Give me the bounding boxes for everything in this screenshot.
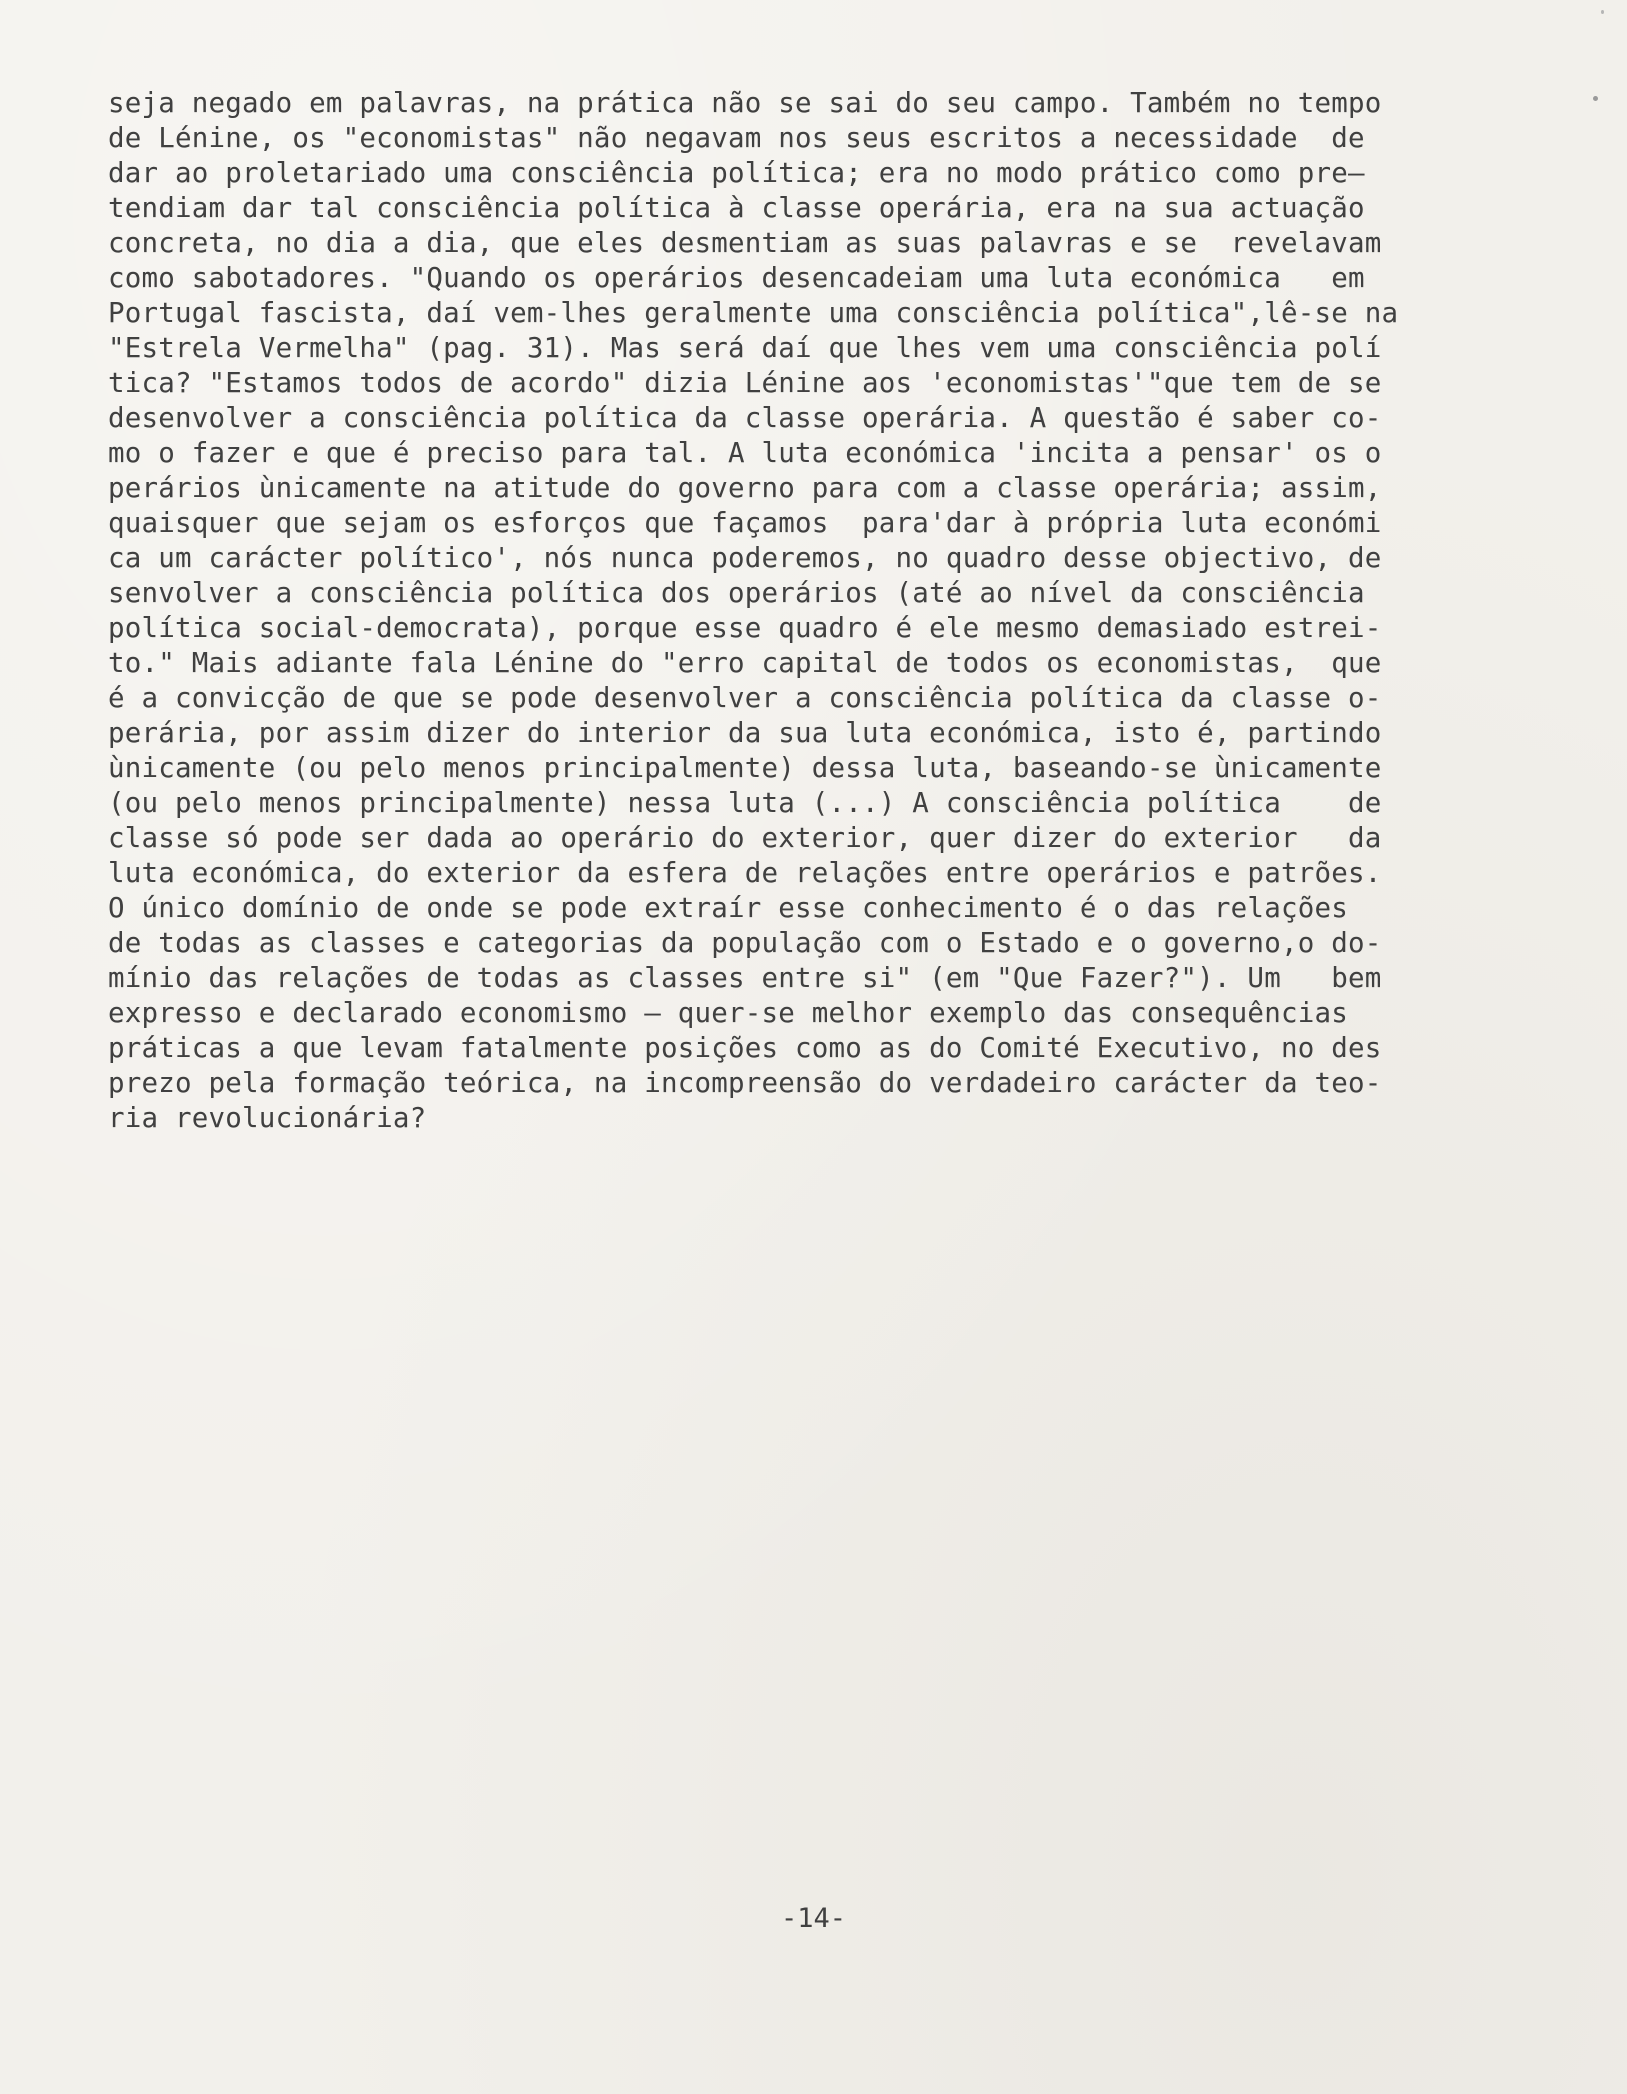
text-line: tendiam dar tal consciência política à classe operária, era na sua actuação bbox=[108, 192, 1365, 224]
text-line: ùnicamente (ou pelo menos principalmente) dessa luta, baseando-se ùnicamente bbox=[108, 752, 1382, 784]
text-line: mínio das relações de todas as classes entre si" (em "Que Fazer?"). Um bem bbox=[108, 962, 1382, 994]
text-line: tica? "Estamos todos de acordo" dizia Lénine aos 'economistas'"que tem de se bbox=[108, 367, 1382, 399]
text-line: mo o fazer e que é preciso para tal. A luta económica 'incita a pensar' os o bbox=[108, 437, 1382, 469]
text-line: de todas as classes e categorias da população com o Estado e o governo,o do- bbox=[108, 927, 1382, 959]
text-line: perária, por assim dizer do interior da sua luta económica, isto é, partindo bbox=[108, 717, 1382, 749]
text-line: luta económica, do exterior da esfera de relações entre operários e patrões. bbox=[108, 857, 1382, 889]
body-text bbox=[108, 86, 1608, 1136]
text-line: perários ùnicamente na atitude do governo para com a classe operária; assim, bbox=[108, 472, 1382, 504]
text-line: Portugal fascista, daí vem-lhes geralmente uma consciência política",lê-se na bbox=[108, 297, 1399, 329]
text-line: é a convicção de que se pode desenvolver a consciência política da classe o- bbox=[108, 682, 1382, 714]
text-line: prezo pela formação teórica, na incompreensão do verdadeiro carácter da teo- bbox=[108, 1067, 1382, 1099]
text-line: desenvolver a consciência política da classe operária. A questão é saber co- bbox=[108, 402, 1382, 434]
page-number: -14- bbox=[780, 1903, 847, 1934]
text-line: dar ao proletariado uma consciência política; era no modo prático como pre— bbox=[108, 157, 1365, 189]
text-line: política social-democrata), porque esse quadro é ele mesmo demasiado estrei- bbox=[108, 612, 1382, 644]
text-line: concreta, no dia a dia, que eles desmentiam as suas palavras e se revelavam bbox=[108, 227, 1382, 259]
text-line: seja negado em palavras, na prática não se sai do seu campo. Também no tempo bbox=[108, 87, 1382, 119]
text-line: como sabotadores. "Quando os operários desencadeiam uma luta económica em bbox=[108, 262, 1365, 294]
text-line: ca um carácter político', nós nunca poderemos, no quadro desse objectivo, de bbox=[108, 542, 1382, 574]
text-line: O único domínio de onde se pode extraír esse conhecimento é o das relações bbox=[108, 892, 1348, 924]
text-line: to." Mais adiante fala Lénine do "erro capital de todos os economistas, que bbox=[108, 647, 1382, 679]
text-line: expresso e declarado economismo — quer-se melhor exemplo das consequências bbox=[108, 997, 1348, 1029]
text-line: ria revolucionária? bbox=[108, 1102, 427, 1134]
text-line: de Lénine, os "economistas" não negavam nos seus escritos a necessidade de bbox=[108, 122, 1365, 154]
text-line: quaisquer que sejam os esforços que façamos para'dar à própria luta económi bbox=[108, 507, 1382, 539]
text-line: classe só pode ser dada ao operário do exterior, quer dizer do exterior da bbox=[108, 822, 1382, 854]
text-line: "Estrela Vermelha" (pag. 31). Mas será daí que lhes vem uma consciência polí bbox=[108, 332, 1382, 364]
text-line: senvolver a consciência política dos operários (até ao nível da consciência bbox=[108, 577, 1365, 609]
text-line: práticas a que levam fatalmente posições como as do Comité Executivo, no des bbox=[108, 1032, 1382, 1064]
text-line: (ou pelo menos principalmente) nessa luta (...) A consciência política de bbox=[108, 787, 1382, 819]
ink-speck bbox=[1601, 10, 1604, 14]
